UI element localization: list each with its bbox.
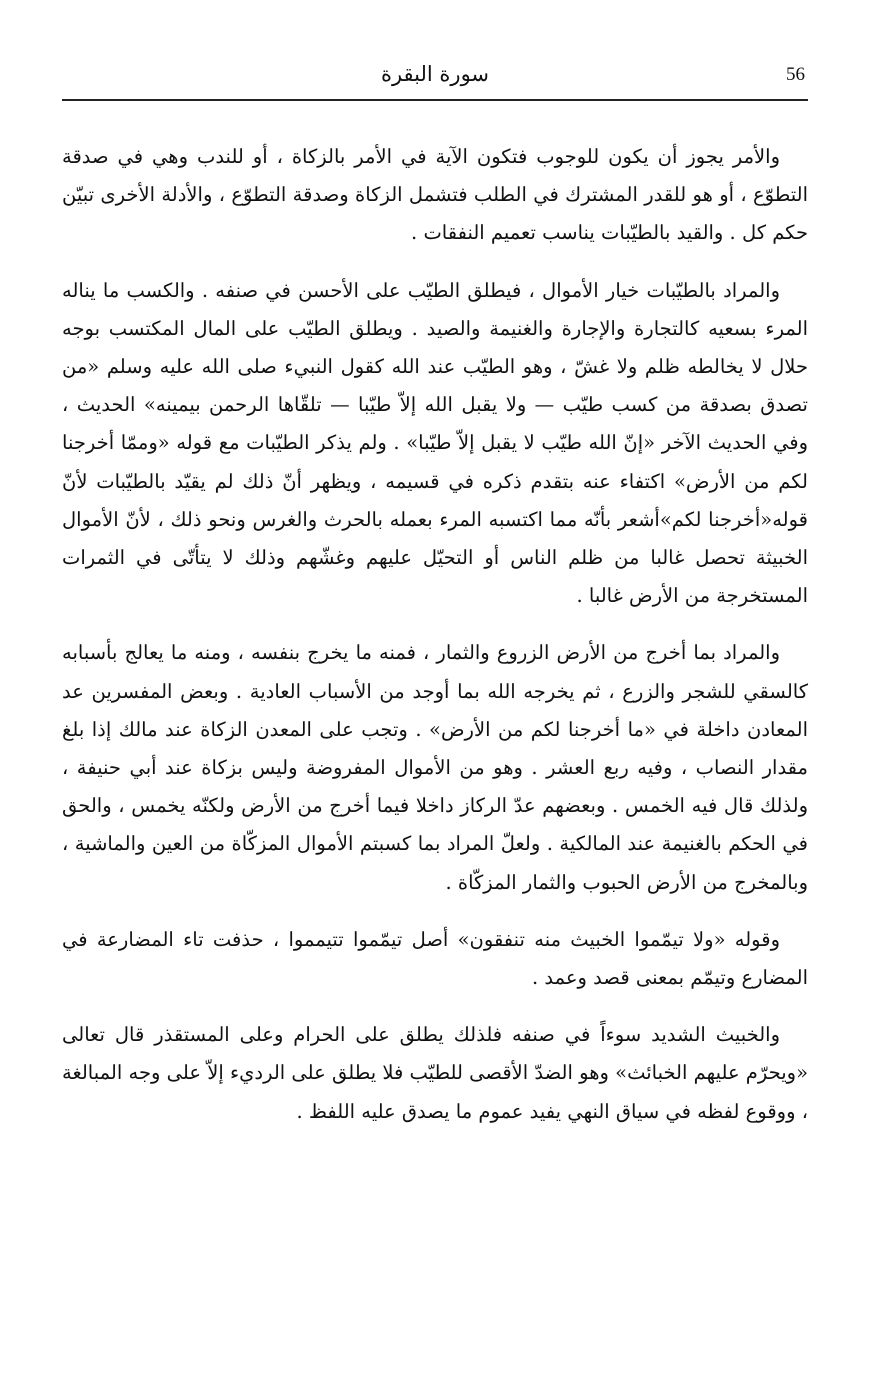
running-title: سورة البقرة bbox=[380, 62, 490, 86]
page-number: 56 bbox=[786, 64, 805, 85]
page-header bbox=[62, 56, 808, 96]
page-body bbox=[62, 138, 808, 1150]
paragraph-4: وقوله «ولا تيمّموا الخبيث منه تنفقون» أصل تيمّموا تتيمموا ، حذفت تاء المضارعة في المضارع وتيمّم بمعنى قصد وعمد . bbox=[62, 927, 808, 990]
paragraph-3: والمراد بما أخرج من الأرض الزروع والثمار ، فمنه ما يخرج بنفسه ، ومنه ما يعالج بأسبابه كالسقي للشجر والزرع ، ثم يخرجه الله بما أوجد من الأسباب العادية . وبعض المفسرين عد المعادن داخلة في «ما أخرجنا لكم من الأرض» . وتجب على المعدن الزكاة عند مالك إذا بلغ مقدار النصاب ، وفيه ربع العشر . وهو من الأموال المفروضة وليس بزكاة عند أبي حنيفة ، ولذلك قال فيه الخمس . وبعضهم عدّ الركاز داخلا فيما أخرج من الأرض ولكنّه يخمس ، والحق في الحكم بالغنيمة عند المالكية . ولعلّ المراد بما كسبتم الأموال المزكّاة من العين والماشية ، وبالمخرج من الأرض الحبوب والثمار المزكّاة . bbox=[62, 641, 808, 894]
paragraph-5: والخبيث الشديد سوءاً في صنفه فلذلك يطلق على الحرام وعلى المستقذر قال تعالى «ويحرّم عليهم الخبائث» وهو الضدّ الأقصى للطيّب فلا يطلق على الرديء إلاّ على وجه المبالغة ، ووقوع لفظه في سياق النهي يفيد عموم ما يصدق عليه اللفظ . bbox=[62, 1023, 808, 1123]
paragraph-1: والأمر يجوز أن يكون للوجوب فتكون الآية في الأمر بالزكاة ، أو للندب وهي في صدقة التطوّع ، أو هو للقدر المشترك في الطلب فتشمل الزكاة وصدقة التطوّع ، والأدلة الأخرى تبيّن حكم كل . والقيد بالطيّبات يناسب تعميم النفقات . bbox=[62, 145, 808, 245]
header-divider bbox=[62, 99, 808, 101]
paragraph-2: والمراد بالطيّبات خيار الأموال ، فيطلق الطيّب على الأحسن في صنفه . والكسب ما يناله المرء بسعيه كالتجارة والإجارة والغنيمة والصيد . ويطلق الطيّب على المال المكتسب بوجه حلال لا يخالطه ظلم ولا غشّ ، وهو الطيّب عند الله كقول النبيء صلى الله عليه وسلم «من تصدق بصدقة من كسب طيّب — ولا يقبل الله إلاّ طيّبا — تلقّاها الرحمن بيمينه» الحديث ، وفي الحديث الآخر «إنّ الله طيّب لا يقبل إلاّ طيّبا» . ولم يذكر الطيّبات مع قوله «وممّا أخرجنا لكم من الأرض» اكتفاء عنه بتقدم ذكره في قسيمه ، ويظهر أنّ ذلك لم يقيّد بالطيّبات لأنّ قوله«أخرجنا لكم»أشعر بأنّه مما اكتسبه المرء بعمله بالحرث والغرس ونحو ذلك ، لأنّ الأموال الخبيثة تحصل غالبا من ظلم الناس أو التحيّل عليهم وغشّهم وذلك لا يتأتّى في الثمرات المستخرجة من الأرض غالبا . bbox=[62, 278, 808, 608]
